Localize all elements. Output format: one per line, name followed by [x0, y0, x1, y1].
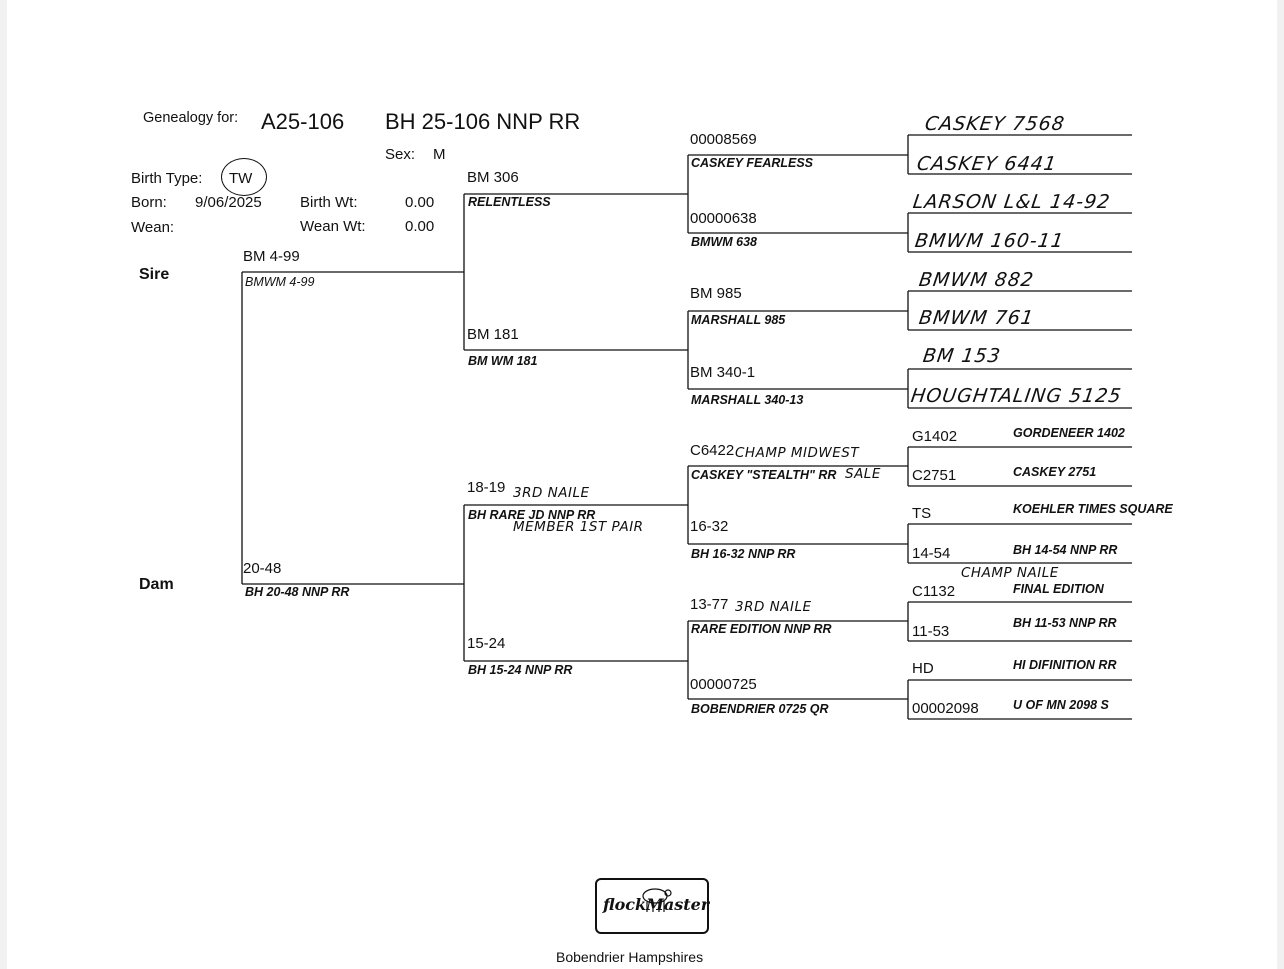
- wean-wt-label: Wean Wt:: [300, 218, 366, 235]
- gen4-name: U OF MN 2098 S: [1013, 698, 1109, 712]
- handwritten-note: CHAMP MIDWEST: [735, 445, 860, 461]
- sire-label: Sire: [139, 266, 170, 283]
- gen4-handwritten: BMWM 160-11: [913, 230, 1066, 252]
- gen4-handwritten: BMWM 761: [917, 307, 1036, 329]
- gen4-id: 11-53: [912, 623, 950, 640]
- gen4-handwritten: HOUGHTALING 5125: [909, 385, 1124, 407]
- animal-id: A25-106: [261, 109, 345, 134]
- gen3-id: BM 985: [690, 285, 742, 302]
- animal-name: BH 25-106 NNP RR: [385, 109, 581, 134]
- pedigree-bracket-lines: [7, 0, 1277, 969]
- gen4-id: 14-54: [912, 545, 951, 562]
- gen3-id: 00008569: [690, 131, 757, 148]
- gen4-id: C2751: [912, 467, 957, 484]
- sex-label: Sex:: [385, 146, 416, 163]
- gen2-id: BM 306: [467, 169, 519, 186]
- gen3-name: CASKEY FEARLESS: [691, 156, 814, 170]
- gen3-id: 00000725: [690, 676, 757, 693]
- gen4-name: HI DIFINITION RR: [1013, 658, 1117, 672]
- gen2-name: BH RARE JD NNP RR: [468, 508, 596, 522]
- gen3-id: BM 340-1: [690, 364, 756, 381]
- gen3-id: 16-32: [690, 518, 729, 535]
- gen2-id: 15-24: [467, 635, 506, 652]
- wean-label: Wean:: [131, 219, 175, 236]
- gen2-id: 18-19: [467, 479, 506, 496]
- gen3-name: MARSHALL 340-13: [691, 393, 804, 407]
- gen4-name: KOEHLER TIMES SQUARE: [1013, 502, 1173, 516]
- gen4-id: 00002098: [912, 700, 979, 717]
- gen2-name: RELENTLESS: [468, 195, 551, 209]
- gen4-name: CASKEY 2751: [1013, 465, 1097, 479]
- gen3-id: C6422: [690, 442, 735, 459]
- gen3-name: BMWM 638: [691, 235, 757, 249]
- gen3-id: 13-77: [690, 596, 729, 613]
- gen3-id: 00000638: [690, 210, 757, 227]
- gen2-name: BM WM 181: [468, 354, 538, 368]
- gen3-name: BOBENDRIER 0725 QR: [691, 702, 829, 716]
- gen4-name: BH 11-53 NNP RR: [1013, 616, 1117, 630]
- handwritten-note: CHAMP NAILE: [961, 565, 1059, 581]
- gen4-name: FINAL EDITION: [1013, 582, 1104, 596]
- wean-wt-value: 0.00: [405, 218, 435, 235]
- gen4-id: C1132: [912, 583, 956, 600]
- gen3-name: BH 16-32 NNP RR: [691, 547, 796, 561]
- gen3-name: CASKEY "STEALTH" RR: [691, 468, 837, 482]
- gen2-name: BH 15-24 NNP RR: [468, 663, 573, 677]
- birth-type-label: Birth Type:: [131, 170, 203, 187]
- birth-wt-value: 0.00: [405, 194, 435, 211]
- birth-type-value: TW: [229, 170, 253, 187]
- gen3-name: MARSHALL 985: [691, 313, 786, 327]
- sire-id: BM 4-99: [243, 248, 300, 265]
- gen4-handwritten: LARSON L&L 14-92: [911, 191, 1112, 213]
- gen4-id: G1402: [912, 428, 958, 445]
- gen2-id: BM 181: [467, 326, 519, 343]
- gen3-name: RARE EDITION NNP RR: [691, 622, 832, 636]
- gen4-id: TS: [912, 505, 932, 522]
- born-label: Born:: [131, 194, 167, 211]
- gen4-name: BH 14-54 NNP RR: [1013, 543, 1118, 557]
- sire-name: BMWM 4-99: [245, 275, 315, 289]
- dam-id: 20-48: [243, 560, 282, 577]
- handwritten-note: 3RD NAILE: [513, 485, 590, 501]
- gen4-id: HD: [912, 660, 934, 677]
- dam-label: Dam: [139, 576, 174, 593]
- handwritten-note: SALE: [845, 466, 881, 482]
- sex-value: M: [433, 146, 446, 163]
- gen4-handwritten: CASKEY 6441: [915, 153, 1059, 175]
- gen4-name: GORDENEER 1402: [1013, 426, 1125, 440]
- handwritten-note: MEMBER 1ST PAIR: [513, 519, 644, 535]
- gen4-handwritten: BM 153: [921, 345, 1003, 367]
- flockmaster-logo-text: flockMaster: [603, 895, 710, 914]
- pedigree-page: [7, 0, 1277, 969]
- handwritten-note: 3RD NAILE: [735, 599, 812, 615]
- company-name: Bobendrier Hampshires: [556, 949, 704, 965]
- birth-wt-label: Birth Wt:: [300, 194, 358, 211]
- gen4-handwritten: BMWM 882: [917, 269, 1036, 291]
- genealogy-label: Genealogy for:: [143, 110, 239, 126]
- gen4-handwritten: CASKEY 7568: [923, 113, 1067, 135]
- born-value: 9/06/2025: [195, 194, 262, 211]
- dam-name: BH 20-48 NNP RR: [245, 585, 350, 599]
